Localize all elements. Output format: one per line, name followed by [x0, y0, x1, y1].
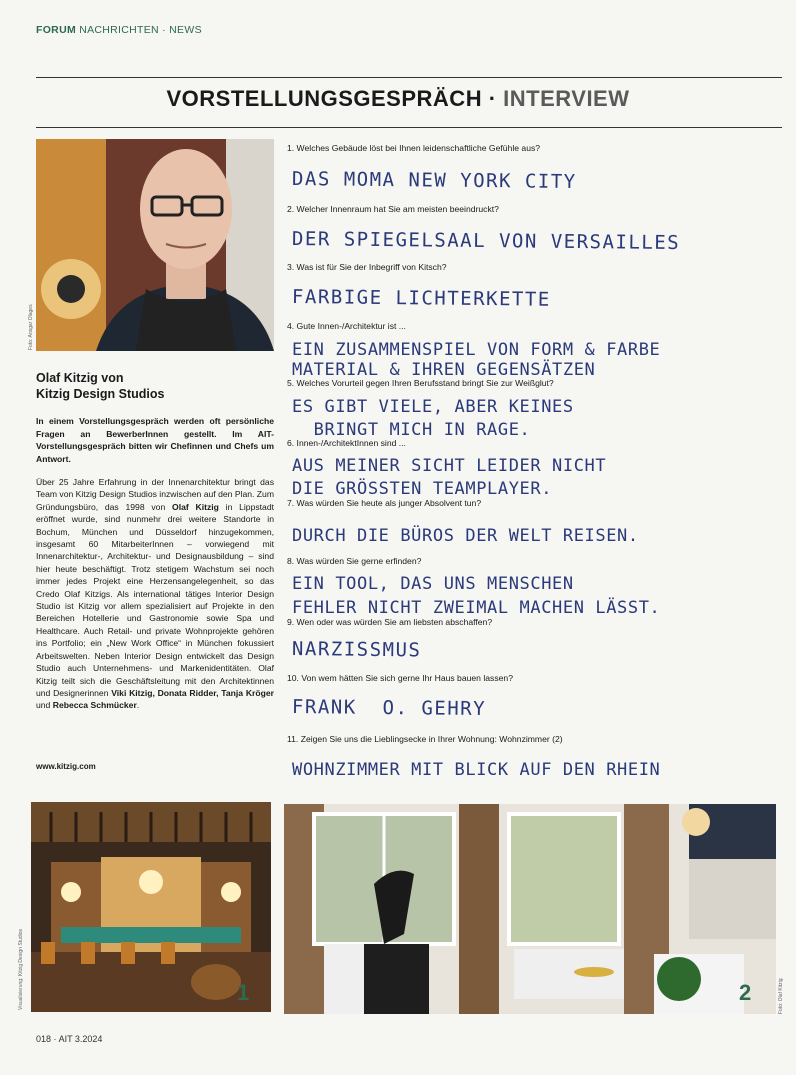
body-b2: Viki Kitzig, Donata Ridder, Tanja Kröger — [111, 687, 274, 698]
answer-9: NARZISSMUS — [291, 638, 422, 662]
image-2-number: 2 — [739, 980, 752, 1005]
header-sep: · — [162, 24, 166, 36]
title-part2: INTERVIEW — [503, 86, 630, 111]
question-5: 5. Welches Vorurteil gegen Ihren Berufsstand bringt Sie zur Weißglut? — [287, 378, 554, 388]
image-1-credit: Visualisierung: Kitzig Design Studios — [18, 928, 24, 1010]
body-b1: Olaf Kitzig — [172, 501, 219, 512]
title-part1: VORSTELLUNGSGESPRÄCH — [166, 86, 483, 111]
issue-label: AIT 3.2024 — [58, 1034, 103, 1044]
answer-4-line2: MATERIAL & IHREN GEGENSÄTZEN — [292, 360, 596, 380]
person-name — [36, 370, 274, 402]
question-8: 8. Was würden Sie gerne erfinden? — [287, 556, 422, 566]
body-text — [36, 476, 274, 712]
portrait-photo — [36, 139, 274, 351]
footer-sep: · — [53, 1034, 57, 1044]
title-sep: · — [488, 86, 497, 111]
image-1-number: 1 — [237, 980, 250, 1005]
answer-8-line1: EIN TOOL, DAS UNS MENSCHEN — [292, 574, 574, 594]
person-name-line1: Olaf Kitzig von — [36, 371, 124, 385]
header-sub: NEWS — [169, 24, 202, 36]
page-title — [0, 86, 796, 112]
restaurant-illustration — [31, 802, 271, 1012]
question-3: 3. Was ist für Sie der Inbegriff von Kitsch? — [287, 262, 447, 272]
person-name-line2: Kitzig Design Studios — [36, 387, 165, 401]
answer-5-line1: ES GIBT VIELE, ABER KEINES — [292, 397, 574, 417]
body-p2: in Lippstadt eröffnet wurde, sind nunmehr drei weitere Standorte in Bochum, München und Düsseldorf hinzugekommen, insgesamt 60 MitarbeiterInnen – vorwiegend mit Innenarchitektur-, Architektur- und Designausbildung – sind hier heute beschäftigt. Trotz stetigem Wachstum sei noch immer jedes Projekt eine Herzensangelegenheit, so das Credo Olaf Kitzigs. Als international tätiges Interior Design Studio ist Kitzig vor allem spezialisiert auf Projekte in den Bereichen Hotellerie und Gastronomie sowie Spa und Healthcare. Auch Retail- und private Wohnprojekte gehören ins Portfolio; ein „New Work Office“ in München fokussiert Arbeitswelten. Neben Interior Design entwickelt das Design Studio auch Unternehmens- und Markenidentitäten. Olaf Kitzig teilt sich die Geschäftsleitung mit den Architektinnen und Designerinnen — [36, 501, 274, 698]
image-2-credit: Foto: Olaf Kitzig — [778, 978, 784, 1014]
header-section: NACHRICHTEN — [79, 24, 159, 36]
question-10: 10. Von wem hätten Sie sich gerne Ihr Haus bauen lassen? — [287, 673, 513, 683]
answer-6-line2: DIE GRÖSSTEN TEAMPLAYER. — [292, 479, 553, 499]
header-forum: FORUM — [36, 24, 76, 36]
answer-10: FRANK O. GEHRY — [291, 696, 487, 721]
answer-2: DER SPIEGELSAAL VON VERSAILLES — [291, 228, 681, 255]
living-room-illustration — [284, 804, 776, 1014]
answer-1: DAS MOMA NEW YORK CITY — [291, 168, 577, 193]
answer-5-line2: BRINGT MICH IN RAGE. — [292, 420, 531, 440]
section-header — [36, 24, 202, 36]
top-rule — [36, 77, 782, 78]
portrait-illustration — [36, 139, 274, 351]
answer-8-line2: FEHLER NICHT ZWEIMAL MACHEN LÄSST. — [292, 598, 661, 618]
photo-credit: Foto: Ansgar Olages — [28, 304, 34, 350]
body-b3: Rebecca Schmücker — [52, 700, 137, 711]
title-rule — [36, 127, 782, 128]
page-number: 018 — [36, 1034, 52, 1044]
question-9: 9. Wen oder was würden Sie am liebsten abschaffen? — [287, 617, 493, 627]
body-p3: und — [36, 700, 53, 711]
question-1: 1. Welches Gebäude löst bei Ihnen leidenschaftliche Gefühle aus? — [287, 143, 541, 153]
intro-text: In einem Vorstellungsgespräch werden oft persönliche Fragen an BewerberInnen gestellt. Im AIT-Vorstellungsgespräch bitten wir Chefinnen und Chefs um Antwort. — [36, 416, 274, 464]
question-11: 11. Zeigen Sie uns die Lieblingsecke in Ihrer Wohnung: Wohnzimmer (2) — [287, 734, 563, 744]
answer-3: FARBIGE LICHTERKETTE — [291, 286, 551, 311]
body-p4: . — [136, 700, 140, 711]
answer-4-line1: EIN ZUSAMMENSPIEL VON FORM & FARBE — [292, 340, 661, 360]
website-link[interactable]: www.kitzig.com — [36, 762, 96, 771]
answer-6-line1: AUS MEINER SICHT LEIDER NICHT — [292, 456, 607, 476]
living-room-image — [284, 804, 776, 1014]
body-p1: Über 25 Jahre Erfahrung in der Innenarchitektur bringt das Team von Kitzig Design Studios inzwischen auf den Plan. Zum Gründungsbüro, das 1998 von — [36, 477, 274, 512]
answer-11: WOHNZIMMER MIT BLICK AUF DEN RHEIN — [292, 760, 661, 780]
question-7: 7. Was würden Sie heute als junger Absolvent tun? — [287, 498, 482, 508]
answer-7: DURCH DIE BÜROS DER WELT REISEN. — [292, 526, 639, 546]
question-4: 4. Gute Innen-/Architektur ist ... — [287, 321, 406, 331]
question-6: 6. Innen-/ArchitektInnen sind ... — [287, 438, 406, 448]
restaurant-image — [31, 802, 271, 1012]
question-2: 2. Welcher Innenraum hat Sie am meisten beeindruckt? — [287, 204, 499, 214]
page-footer — [36, 1034, 102, 1044]
